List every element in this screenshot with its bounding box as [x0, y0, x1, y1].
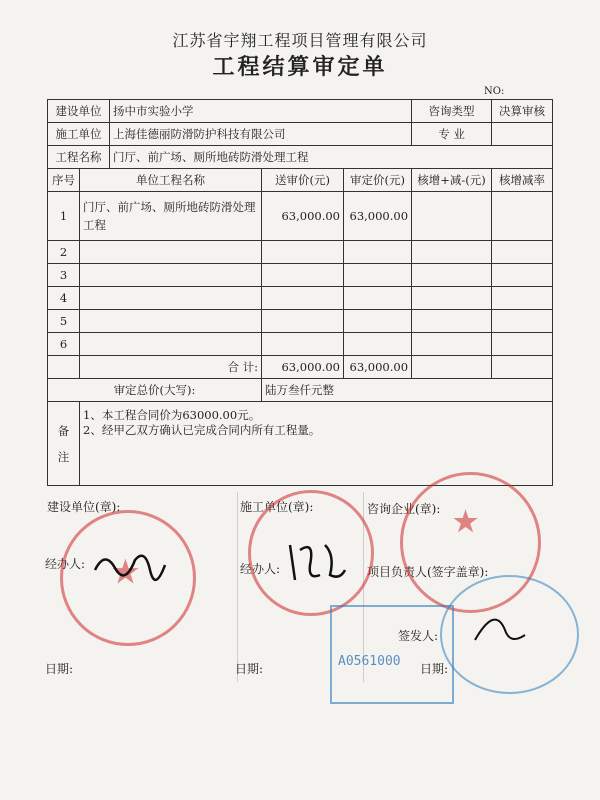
col-header-diff: 核增+减-(元) — [412, 169, 492, 192]
settlement-table — [47, 99, 553, 486]
table-row — [48, 264, 553, 287]
document-title: 工程结算审定单 — [212, 54, 388, 80]
contractor-value: 上海佳德丽防滑防护科技有限公司 — [110, 123, 412, 146]
row-approved — [344, 333, 412, 356]
row-rate — [492, 192, 553, 241]
signature-divider — [237, 492, 238, 682]
row-rate — [492, 287, 553, 310]
client-value: 扬中市实验小学 — [110, 100, 412, 123]
row-number: 3 — [48, 264, 80, 287]
table-row — [48, 310, 553, 333]
table-row — [48, 287, 553, 310]
remark-line-2: 2、经甲乙双方确认已完成合同内所有工程量。 — [83, 423, 321, 437]
row-submitted — [262, 287, 344, 310]
row-rate — [492, 264, 553, 287]
client-unit-label: 建设单位(章): — [47, 500, 121, 514]
handwritten-signature-3 — [470, 600, 530, 650]
approved-total-row — [48, 379, 553, 402]
seal-star-icon: ★ — [453, 505, 479, 538]
row-rate — [492, 241, 553, 264]
table-row — [48, 192, 553, 241]
consult-type-label: 咨询类型 — [412, 100, 492, 123]
document-number-label: NO: — [484, 86, 505, 97]
total-label: 合 计: — [80, 356, 262, 379]
row-diff — [412, 333, 492, 356]
col-header-name: 单位工程名称 — [80, 169, 262, 192]
row-rate — [492, 310, 553, 333]
column-header-row — [48, 169, 553, 192]
row-number: 4 — [48, 287, 80, 310]
date-label-1: 日期: — [45, 662, 74, 676]
row-project-name — [80, 310, 262, 333]
row-approved — [344, 287, 412, 310]
row-project-name — [80, 241, 262, 264]
row-submitted — [262, 264, 344, 287]
row-project-name — [80, 264, 262, 287]
info-row-contractor — [48, 123, 553, 146]
remark-line-1: 1、本工程合同价为63000.00元。 — [83, 408, 261, 422]
remarks-row — [48, 402, 553, 486]
row-diff — [412, 192, 492, 241]
remarks-label — [48, 402, 80, 486]
row-submitted — [262, 333, 344, 356]
row-approved — [344, 310, 412, 333]
project-label: 工程名称 — [48, 146, 110, 169]
total-approved: 63,000.00 — [344, 356, 412, 379]
row-diff — [412, 310, 492, 333]
remarks-label-1: 备 — [57, 423, 70, 438]
handler-label-1: 经办人: — [45, 557, 86, 571]
row-project-name — [80, 333, 262, 356]
specialty-value — [492, 123, 553, 146]
row-diff — [412, 287, 492, 310]
total-submitted: 63,000.00 — [262, 356, 344, 379]
contractor-unit-label: 施工单位(章): — [240, 500, 314, 514]
approved-total-value: 陆万叁仟元整 — [262, 379, 553, 402]
handler-label-2: 经办人: — [240, 562, 281, 576]
seal-star-icon: ★ — [112, 555, 139, 590]
table-row — [48, 333, 553, 356]
row-submitted: 63,000.00 — [262, 192, 344, 241]
company-name: 江苏省宇翔工程项目管理有限公司 — [172, 31, 428, 50]
total-row — [48, 356, 553, 379]
row-submitted — [262, 241, 344, 264]
row-approved: 63,000.00 — [344, 192, 412, 241]
info-row-project — [48, 146, 553, 169]
info-row-client — [48, 100, 553, 123]
remarks-content — [80, 402, 553, 486]
approved-total-label: 审定总价(大写): — [48, 379, 262, 402]
date-label-3: 日期: — [420, 662, 449, 676]
client-label: 建设单位 — [48, 100, 110, 123]
row-number: 1 — [48, 192, 80, 241]
project-lead-label: 项目负责人(签字盖章): — [367, 565, 489, 579]
date-label-2: 日期: — [235, 662, 264, 676]
col-header-no: 序号 — [48, 169, 80, 192]
col-header-rate: 核增减率 — [492, 169, 553, 192]
consult-unit-label: 咨询企业(章): — [367, 502, 441, 516]
row-diff — [412, 264, 492, 287]
handwritten-signature-2 — [280, 535, 350, 585]
signer-label: 签发人: — [398, 629, 439, 643]
col-header-submitted: 送审价(元) — [262, 169, 344, 192]
row-number: 5 — [48, 310, 80, 333]
handwritten-signature-1 — [90, 540, 170, 585]
table-row — [48, 241, 553, 264]
project-value: 门厅、前广场、厕所地砖防滑处理工程 — [110, 146, 553, 169]
row-project-name — [80, 287, 262, 310]
row-rate — [492, 333, 553, 356]
engineer-stamp-number: A0561000 — [338, 654, 401, 669]
col-header-approved: 审定价(元) — [344, 169, 412, 192]
row-submitted — [262, 310, 344, 333]
consult-seal-stamp — [400, 472, 541, 613]
row-approved — [344, 264, 412, 287]
remarks-label-2: 注 — [57, 449, 70, 464]
row-approved — [344, 241, 412, 264]
row-number: 6 — [48, 333, 80, 356]
row-number: 2 — [48, 241, 80, 264]
row-project-name: 门厅、前广场、厕所地砖防滑处理工程 — [80, 192, 262, 241]
consult-type-value: 决算审核 — [492, 100, 553, 123]
specialty-label: 专 业 — [412, 123, 492, 146]
contractor-label: 施工单位 — [48, 123, 110, 146]
row-diff — [412, 241, 492, 264]
